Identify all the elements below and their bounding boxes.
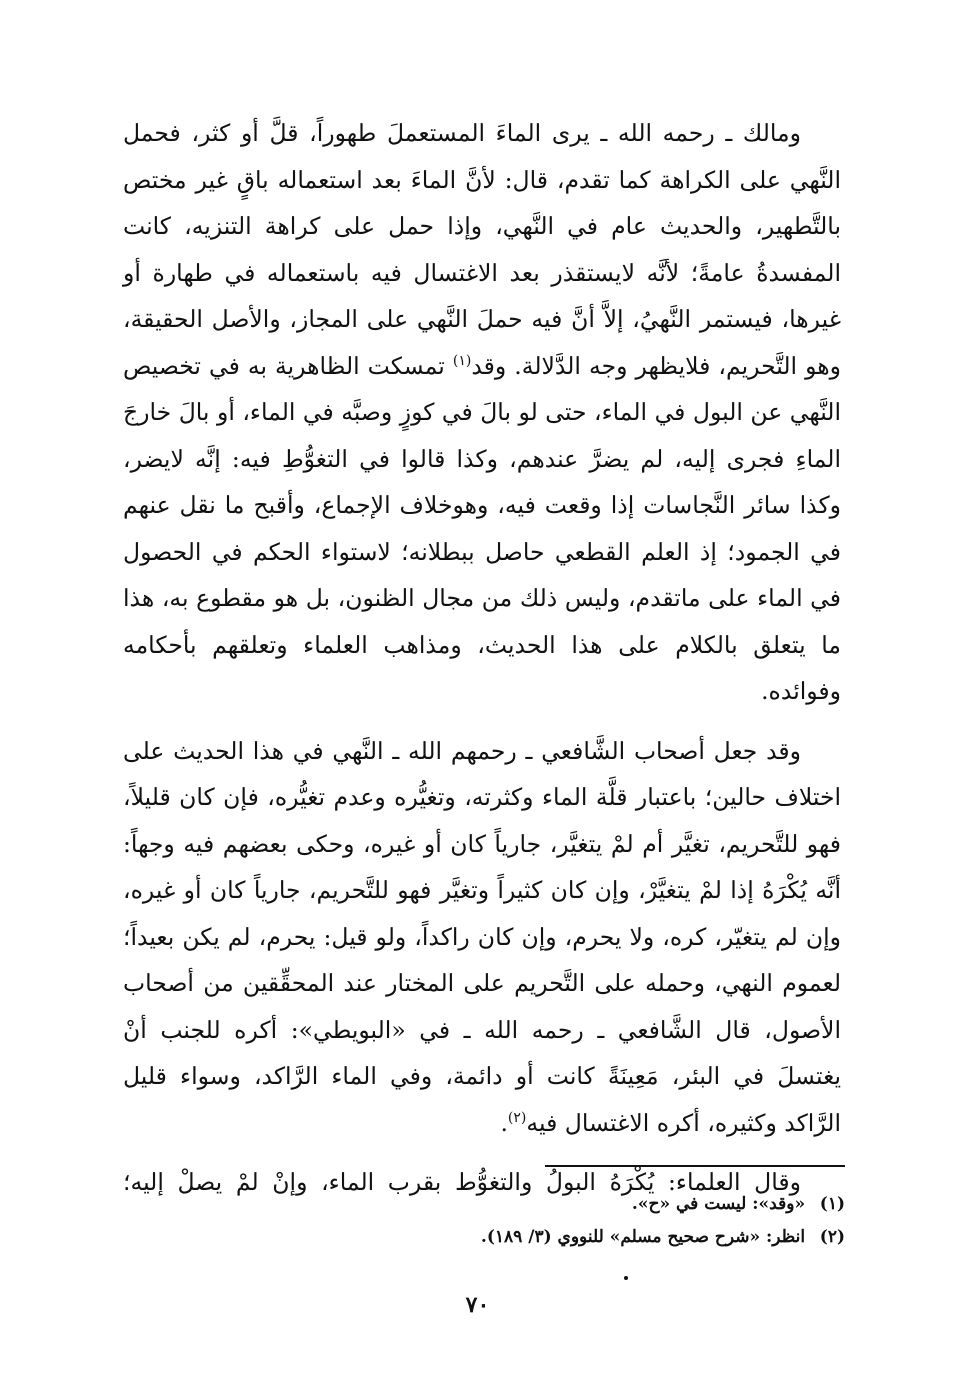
paragraph-1-text-b: تمسكت الظاهرية به في تخصيص النَّهي عن البول في الماء، حتى لو بالَ في كوزٍ وصبَّه في الماء، أو بالَ خارجَ الماءِ فجرى إليه، لم يضرَّ عندهم، وكذا قالوا في التغوُّطِ فيه: إنَّه لايضر، وكذا سائر النَّجاسات إذا وقعت فيه، وهوخلاف الإجماع، وأقبح ما نقل عنهم في الجمود؛ إذ العلم القطعي حاصل ببطلانه؛ لاستواء الحكم في الحصول في الماء على ماتقدم، وليس ذلك من مجال الظنون، بل هو مقطوع به، هذا ما يتعلق بالكلام على هذا الحديث، ومذاهب العلماء وتعلقهم بأحكامه وفوائده. xyxy=(123,351,841,705)
footnote-text: «وقد»: ليست في «ح». xyxy=(631,1194,806,1214)
paragraph-2-text-b: . xyxy=(500,1108,508,1137)
footnote-ref-1: (١) xyxy=(452,352,472,369)
footnote-2 xyxy=(300,1221,845,1254)
footnotes xyxy=(300,1188,845,1254)
paragraph-1 xyxy=(123,110,841,715)
footnote-1 xyxy=(300,1188,845,1221)
paragraph-3-text: وقال العلماء: يُكْرَهُ البولُ والتغوُّط بقرب الماء، وإنْ لمْ يصلْ إليه؛ xyxy=(123,1168,801,1196)
footnote-separator xyxy=(545,1165,845,1167)
paragraph-2 xyxy=(123,728,841,1147)
page-number: ٧٠ xyxy=(465,1292,490,1318)
footnote-text: انظر: «شرح صحيح مسلم» للنووي (٣/ ١٨٩). xyxy=(480,1227,806,1247)
footnote-ref-2: (٢) xyxy=(507,1109,527,1126)
print-speck xyxy=(624,1276,628,1280)
footnote-number: (٢) xyxy=(819,1227,845,1247)
footnote-number: (١) xyxy=(819,1194,845,1214)
paragraph-2-text-a: وقد جعل أصحاب الشَّافعي ـ رحمهم الله ـ النَّهي في هذا الحديث على اختلاف حالين؛ باعتبار قلَّة الماء وكثرته، وتغيُّره وعدم تغيُّره، فإن كان قليلاً، فهو للتَّحريم، تغيَّر أم لمْ يتغيَّر، جارياً كان أو غيره، وحكى بعضهم فيه وجهاً: أنَّه يُكْرَهُ إذا لمْ يتغيَّرْ، وإن كان كثيراً وتغيَّر فهو للتَّحريم، جارياً كان أو غيره، وإن لم يتغيّر، كره، ولا يحرم، وإن كان راكداً، ولو قيل: يحرم، لم يكن بعيداً؛ لعموم النهي، وحمله على التَّحريم على المختار عند المحقِّقين من أصحاب الأصول، قال الشَّافعي ـ رحمه الله ـ في «البويطي»: أكره للجنب أنْ يغتسلَ في البئر، مَعِينَةً كانت أو دائمة، وفي الماء الرَّاكد، وسواء قليل الرَّاكد وكثيره، أكره الاغتسال فيه xyxy=(123,736,841,1137)
main-text xyxy=(123,110,841,1205)
paragraph-1-text-a: ومالك ـ رحمه الله ـ يرى الماءَ المستعملَ طهوراً، قلَّ أو كثر، فحمل النَّهي على الكراهة كما تقدم، قال: لأنَّ الماءَ بعد استعماله باقٍ غير مختص بالتَّطهير، والحديث عام في النَّهي، وإذا حمل على كراهة التنزيه، كانت المفسدةُ عامةً؛ لأنَّه لايستقذر بعد الاغتسال فيه باستعماله في طهارة أو غيرها، فيستمر النَّهيُ، إلاَّ أنَّ فيه حملَ النَّهي على المجاز، والأصل الحقيقة، وهو التَّحريم، فلايظهر وجه الدَّلالة. وقد xyxy=(123,119,841,380)
